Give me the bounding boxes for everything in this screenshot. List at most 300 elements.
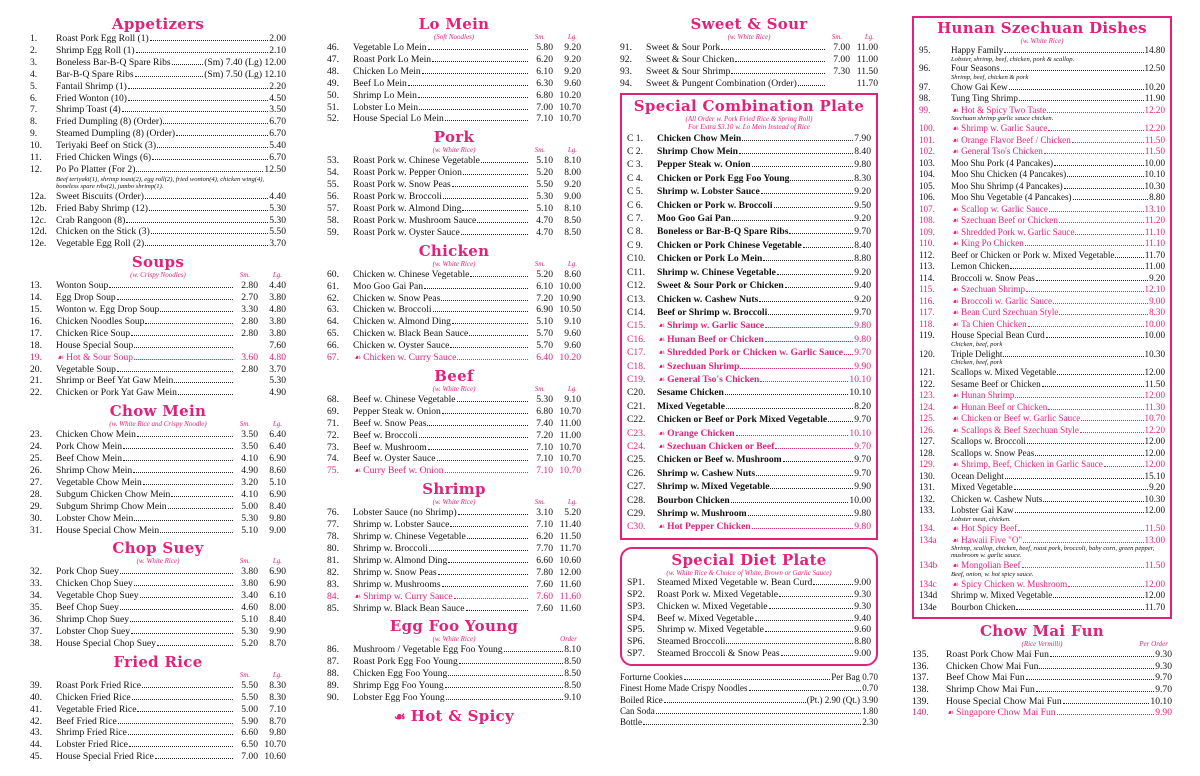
dot-leader [178,394,233,395]
item-name: Roast Pork w. Chinese Vegetable [353,155,480,167]
menu-item[interactable] [30,566,286,578]
section-subtitle: (w. White Rice) [727,33,771,41]
menu-item[interactable] [327,680,581,692]
menu-item[interactable] [919,319,1165,331]
menu-item[interactable] [327,54,581,66]
item-number: 75. [327,465,339,477]
dot-leader [1027,443,1144,444]
menu-item[interactable] [327,167,581,179]
menu-item[interactable] [627,185,871,198]
menu-item[interactable] [30,489,286,501]
menu-item[interactable] [30,352,286,364]
menu-item[interactable] [30,387,286,399]
menu-item[interactable] [627,158,871,171]
item-price-large: 8.30 [269,679,286,691]
menu-item[interactable] [30,626,286,638]
menu-item[interactable] [327,656,581,668]
item-name: Lobster Fried Rice [56,739,128,751]
menu-item[interactable] [919,379,1165,391]
item-number: 47. [327,53,339,65]
menu-item[interactable] [30,501,286,513]
dot-leader [1015,397,1143,398]
item-price-small: 4.90 [241,465,258,476]
menu-item[interactable] [327,227,581,239]
menu-item[interactable] [327,430,581,442]
menu-item[interactable] [919,367,1165,379]
item-price: 12.00 [1144,447,1165,458]
item-number: 76. [327,507,339,519]
item-name: Chicken w. Black Bean Sauce [353,328,469,340]
menu-item[interactable] [30,33,286,45]
menu-item[interactable] [627,199,871,212]
menu-item[interactable] [327,155,581,167]
item-price: 12.00 [1144,590,1165,601]
menu-item[interactable] [627,400,871,413]
item-number: C27. [627,481,646,493]
item-number: 100. [919,123,935,134]
item-name: Mongolian Beef [961,560,1021,571]
extra-item[interactable] [620,706,878,717]
menu-item[interactable] [919,413,1165,425]
item-name: Bourbon Chicken [657,494,730,506]
menu-item[interactable] [919,93,1165,105]
menu-item[interactable] [30,727,286,739]
menu-item[interactable] [30,751,286,763]
item-number: 63. [327,304,339,316]
item-price-large: 11.70 [856,77,878,89]
menu-item[interactable] [327,102,581,114]
dot-leader [129,746,233,747]
dot-leader [429,550,528,551]
item-price: 9.20 [1149,482,1165,493]
menu-item[interactable] [327,328,581,340]
menu-section-lo-mein [327,16,581,125]
item-number: 81. [327,554,339,566]
dot-leader [117,299,233,300]
menu-item[interactable] [327,293,581,305]
item-name: Hot Pepper Chicken [667,521,751,533]
item-name: Orange Flavor Beef / Chicken [961,134,1071,145]
dot-leader [445,472,528,473]
menu-item[interactable] [327,66,581,78]
menu-item[interactable] [327,692,581,704]
menu-item[interactable] [30,152,286,164]
item-price: 4.40 [269,190,286,202]
item-name: Roast Pork w. Mushroom Sauce [353,214,477,226]
extra-item[interactable] [620,695,878,706]
menu-item[interactable] [30,680,286,692]
dot-leader [174,382,233,383]
menu-item[interactable] [919,135,1165,147]
menu-item[interactable] [919,602,1165,614]
menu-item[interactable] [919,494,1165,506]
dot-leader [452,186,528,187]
menu-item[interactable] [919,204,1165,216]
dot-leader [135,76,204,77]
item-number: 17. [30,327,42,339]
menu-item[interactable] [30,238,286,250]
menu-item[interactable] [30,602,286,614]
menu-item[interactable] [919,192,1165,204]
item-name: Moo Shu Chicken (4 Pancakes) [951,169,1067,180]
menu-item[interactable] [627,589,871,601]
menu-item[interactable] [30,477,286,489]
menu-item[interactable] [912,649,1172,661]
menu-item[interactable] [627,145,871,158]
menu-item[interactable] [627,266,871,279]
item-name: Broccoli w. Garlic Sauce [961,295,1052,306]
menu-item[interactable] [30,375,286,387]
menu-item[interactable] [919,402,1165,414]
dot-leader [779,596,853,597]
menu-item[interactable] [30,69,286,81]
item-name: Mushroom / Vegetable Egg Foo Young [353,644,503,656]
item-price: 9.70 [854,226,871,238]
menu-item[interactable] [30,716,286,728]
menu-item[interactable] [30,57,286,69]
item-price-small: 5.10 [536,155,553,167]
menu-item[interactable] [620,54,878,66]
menu-item[interactable] [627,225,871,238]
menu-item[interactable] [30,328,286,340]
dot-leader [150,40,268,41]
item-price-large: 12.00 [559,566,581,578]
item-price: 11.50 [1144,134,1165,145]
menu-item[interactable] [919,307,1165,319]
menu-section-hot-spicy [327,708,581,726]
menu-item[interactable] [327,591,581,603]
dot-leader [134,347,233,348]
item-name: Roast Pork w. Oyster Sauce [353,226,460,238]
menu-item[interactable] [919,505,1165,517]
menu-item[interactable] [627,333,871,346]
menu-item[interactable] [30,525,286,537]
menu-item[interactable] [919,227,1165,239]
item-name: Moo Goo Gai Pan [353,280,424,292]
item-price-small: 5.30 [536,393,553,405]
menu-item[interactable] [620,42,878,54]
item-price: 12.00 [1144,505,1165,516]
menu-item[interactable] [919,250,1165,262]
item-name: Steamed Broccoli & Snow Peas [657,648,780,660]
menu-item[interactable] [327,567,581,579]
item-name: Chicken Chow Mein [56,429,136,441]
menu-item[interactable] [919,390,1165,402]
menu-item[interactable] [30,203,286,215]
item-number: 60. [327,268,339,280]
dot-leader [163,123,268,124]
menu-item[interactable] [627,613,871,625]
item-price: 11.50 [1144,560,1165,571]
item-number: 15. [30,304,42,316]
item-price-large: 8.10 [564,155,581,167]
menu-item[interactable] [627,577,871,589]
menu-item[interactable] [912,696,1172,708]
menu-item[interactable] [627,440,871,453]
dot-leader [1075,234,1143,235]
item-price-large: 9.80 [269,512,286,524]
item-price: 9.40 [854,280,871,292]
menu-item[interactable] [30,93,286,105]
extra-item[interactable] [620,672,878,683]
dot-leader [740,368,853,369]
dot-leader [769,608,854,609]
menu-item[interactable] [327,42,581,54]
item-number: C 3. [627,159,643,171]
item-number: 136. [912,660,929,672]
item-price-small: 5.10 [241,614,258,626]
menu-item[interactable] [30,81,286,93]
menu-item[interactable] [327,668,581,680]
menu-item[interactable] [919,158,1165,170]
menu-item[interactable] [327,406,581,418]
menu-item[interactable] [30,453,286,465]
menu-item[interactable] [30,441,286,453]
menu-item[interactable] [627,520,871,533]
item-price: 9.60 [854,624,871,636]
menu-item[interactable] [627,386,871,399]
menu-item[interactable] [327,113,581,125]
menu-item[interactable] [627,427,871,440]
menu-item[interactable] [919,284,1165,296]
menu-item[interactable] [327,78,581,90]
item-name: Wonton w. Egg Drop Soup [56,304,160,316]
menu-item[interactable] [627,252,871,265]
menu-item[interactable] [30,578,286,590]
item-number: 110. [919,238,935,249]
menu-item[interactable] [30,226,286,238]
menu-item[interactable] [627,467,871,480]
menu-item[interactable] [327,203,581,215]
item-name: Mixed Vegetable [951,482,1013,493]
menu-item[interactable] [919,82,1165,94]
menu-item[interactable] [627,279,871,292]
item-price: 13.10 [1144,203,1165,214]
hunan-subtitle: (w. White Rice) [1020,37,1064,45]
extra-item[interactable] [620,717,878,728]
menu-item[interactable] [627,212,871,225]
item-name: Chicken w. Cashew Nuts [657,293,759,305]
menu-item[interactable] [327,191,581,203]
item-number: 5. [30,80,38,92]
menu-item[interactable] [30,292,286,304]
menu-item[interactable] [327,519,581,531]
menu-item[interactable] [919,330,1165,342]
menu-item[interactable] [627,373,871,386]
menu-item[interactable] [30,191,286,203]
menu-item[interactable] [620,66,878,78]
dot-leader [448,562,528,563]
menu-item[interactable] [30,513,286,525]
item-number: 61. [327,280,339,292]
item-price: 9.30 [1155,660,1172,672]
menu-item[interactable] [919,123,1165,135]
menu-item[interactable] [627,601,871,613]
menu-item[interactable] [919,261,1165,273]
item-name: Boneless Bar-B-Q Spare Ribs [56,56,171,68]
item-price: 10.00 [849,494,871,506]
menu-item[interactable] [30,614,286,626]
item-number: 73. [327,441,339,453]
menu-item[interactable] [919,146,1165,158]
menu-item[interactable] [627,413,871,426]
menu-item[interactable] [30,692,286,704]
special-combination-box [620,93,878,540]
menu-item[interactable] [627,480,871,493]
menu-item[interactable] [30,128,286,140]
menu-item[interactable] [919,482,1165,494]
menu-item[interactable] [919,459,1165,471]
menu-item[interactable] [919,296,1165,308]
menu-item[interactable] [627,494,871,507]
dot-leader [117,371,233,372]
menu-item[interactable] [30,164,286,176]
menu-item[interactable] [30,704,286,716]
menu-item[interactable] [919,448,1165,460]
menu-item[interactable] [919,523,1165,535]
menu-item[interactable] [327,603,581,615]
menu-item[interactable] [919,45,1165,57]
item-number: SP6. [627,636,645,648]
dot-leader [428,49,528,50]
menu-item[interactable] [919,579,1165,591]
menu-item[interactable] [919,273,1165,285]
menu-item[interactable] [30,364,286,376]
menu-item[interactable] [327,90,581,102]
item-price: 10.00 [1144,157,1165,168]
menu-item[interactable] [627,172,871,185]
menu-item[interactable] [912,707,1172,719]
item-price: 8.20 [854,400,871,412]
menu-item[interactable] [627,306,871,319]
menu-item[interactable] [327,179,581,191]
menu-item[interactable] [327,465,581,477]
menu-item[interactable] [327,531,581,543]
menu-item[interactable] [327,543,581,555]
menu-item[interactable] [30,104,286,116]
menu-item[interactable] [30,739,286,751]
menu-item[interactable] [627,132,871,145]
menu-item[interactable] [919,436,1165,448]
menu-item[interactable] [919,169,1165,181]
menu-item[interactable] [30,116,286,128]
menu-item[interactable] [327,453,581,465]
menu-item[interactable] [912,661,1172,673]
menu-item[interactable] [30,304,286,316]
menu-item[interactable] [327,418,581,430]
dot-leader [134,520,233,521]
menu-item[interactable] [627,346,871,359]
menu-item[interactable] [30,638,286,650]
item-name: Fried Wonton (10) [56,92,127,104]
dot-leader [160,311,233,312]
menu-item[interactable] [30,465,286,477]
menu-item[interactable] [327,269,581,281]
dot-leader [1035,455,1143,456]
menu-item[interactable] [912,672,1172,684]
menu-item[interactable] [627,507,871,520]
menu-item[interactable] [327,555,581,567]
dot-leader [755,620,853,621]
menu-item[interactable] [912,684,1172,696]
menu-item[interactable] [327,281,581,293]
dot-leader [450,526,528,527]
menu-item[interactable] [627,360,871,373]
item-price-large: 8.60 [269,465,286,476]
extra-item[interactable] [620,683,878,694]
menu-item[interactable] [919,238,1165,250]
item-description: Lobster, shrimp, beef, chicken, pork & scallop. [951,55,1075,63]
menu-item[interactable] [627,239,871,252]
menu-item[interactable] [327,644,581,656]
menu-item[interactable] [327,352,581,364]
item-price: 8.80 [854,636,871,648]
menu-item[interactable] [30,45,286,57]
menu-item[interactable] [620,78,878,90]
item-number: C10. [627,253,646,265]
menu-item[interactable] [327,507,581,519]
menu-item[interactable] [627,453,871,466]
item-number: 106. [919,192,935,203]
item-price-small: 5.70 [536,340,553,352]
dot-leader [131,633,233,634]
item-price: 10.30 [1144,348,1165,359]
menu-item[interactable] [327,340,581,352]
item-name: Moo Shu Pork (4 Pancakes) [951,157,1054,168]
menu-item[interactable] [327,304,581,316]
size-small-label: Sm. [831,33,842,41]
item-price: 8.40 [854,146,871,158]
menu-item[interactable] [30,215,286,227]
menu-item[interactable] [30,340,286,352]
pepper-icon: ☙ [947,708,955,718]
menu-item[interactable] [627,624,871,636]
menu-item[interactable] [327,316,581,328]
menu-item[interactable] [30,280,286,292]
item-number: 36. [30,614,42,626]
menu-item[interactable] [327,579,581,591]
menu-item[interactable] [327,442,581,454]
menu-item[interactable] [627,293,871,306]
dot-leader [1064,188,1144,189]
menu-item[interactable] [919,471,1165,483]
menu-item[interactable] [627,648,871,660]
menu-item[interactable] [30,429,286,441]
dot-leader [128,100,268,101]
menu-item[interactable] [327,215,581,227]
menu-item[interactable] [919,215,1165,227]
menu-item[interactable] [919,590,1165,602]
menu-item[interactable] [919,425,1165,437]
menu-item[interactable] [30,140,286,152]
menu-item[interactable] [627,319,871,332]
item-number: 114. [919,272,935,283]
menu-item[interactable] [30,316,286,328]
menu-item[interactable] [327,394,581,406]
item-name: Crab Rangoon (8) [56,214,126,226]
item-name: Curry Beef w. Onion [363,465,444,477]
item-number: 62. [327,292,339,304]
menu-item[interactable] [919,181,1165,193]
item-number: 32. [30,566,42,578]
pepper-icon: ☙ [952,425,960,435]
menu-item[interactable] [30,590,286,602]
diet-subtitle: (w. White Rice & Choice of White, Brown or Garlic Sauce) [666,568,832,577]
dot-leader [424,288,528,289]
item-name: Shrimp w. Broccoli [353,543,428,554]
item-price: 9.90 [854,481,871,493]
menu-item[interactable] [627,636,871,648]
